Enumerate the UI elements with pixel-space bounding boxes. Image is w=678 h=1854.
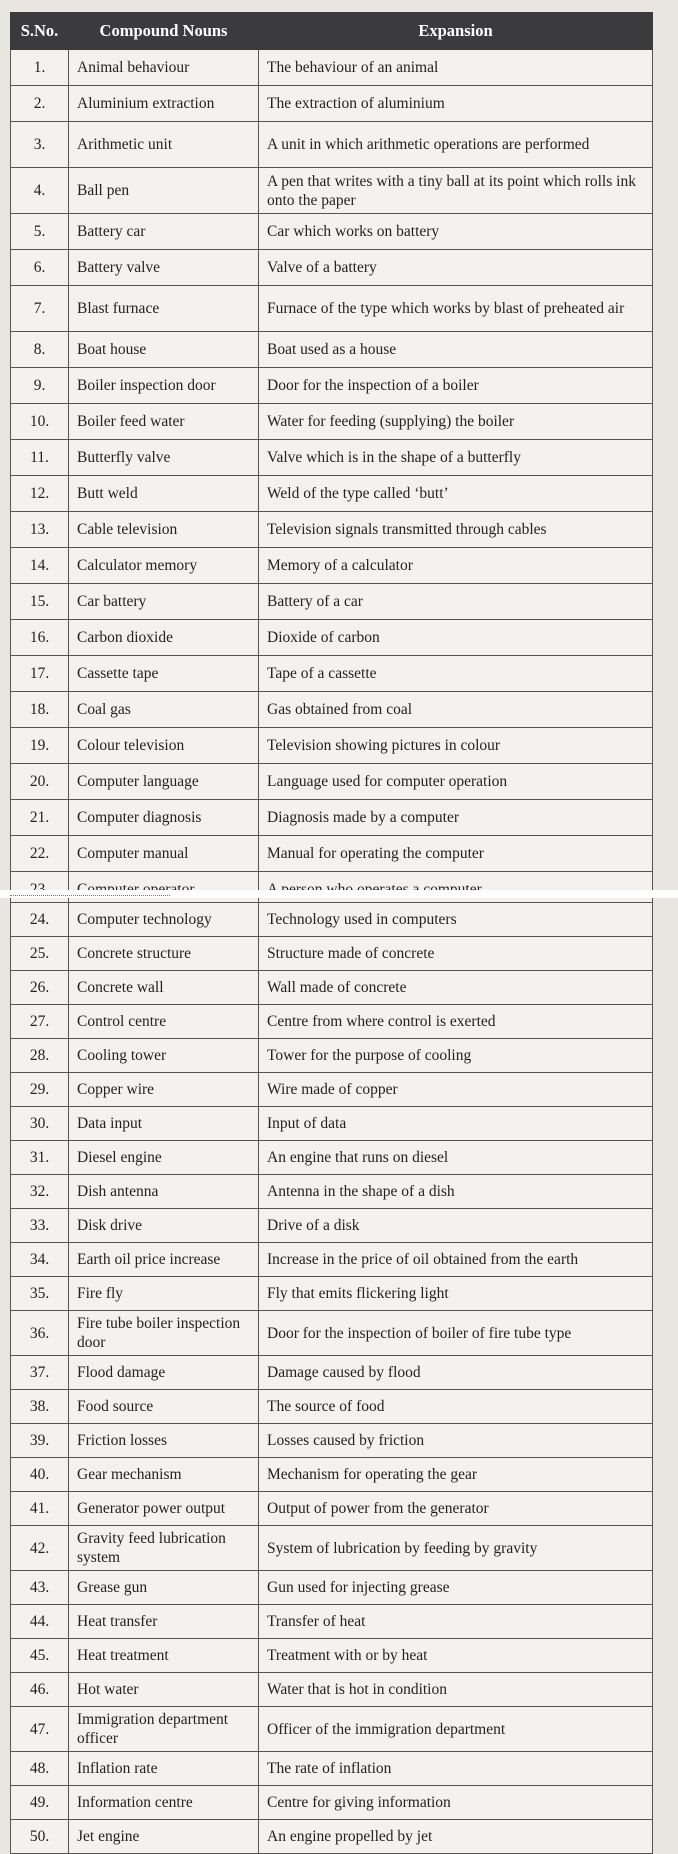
compound-nouns-table-part1 (10, 12, 653, 908)
row-expansion: Diagnosis made by a computer (259, 800, 653, 836)
table-row (11, 800, 653, 836)
row-compound-noun: Data input (69, 1107, 259, 1141)
table-row (11, 440, 653, 476)
row-compound-noun: Generator power output (69, 1492, 259, 1526)
row-sno: 42. (11, 1526, 69, 1571)
row-compound-noun: Calculator memory (69, 548, 259, 584)
table-row (11, 1820, 653, 1854)
row-sno: 14. (11, 548, 69, 584)
table-row (11, 1786, 653, 1820)
row-compound-noun: Disk drive (69, 1209, 259, 1243)
row-sno: 3. (11, 122, 69, 168)
table-row (11, 1639, 653, 1673)
table-row (11, 937, 653, 971)
row-compound-noun: Computer language (69, 764, 259, 800)
row-compound-noun: Concrete structure (69, 937, 259, 971)
dotted-divider (10, 895, 170, 896)
row-compound-noun: Inflation rate (69, 1752, 259, 1786)
row-sno: 11. (11, 440, 69, 476)
row-sno: 9. (11, 368, 69, 404)
row-sno: 19. (11, 728, 69, 764)
row-expansion: Increase in the price of oil obtained from the earth (259, 1243, 653, 1277)
table-row (11, 1526, 653, 1571)
table-row (11, 1571, 653, 1605)
table-row (11, 1243, 653, 1277)
table-row (11, 1209, 653, 1243)
row-sno: 13. (11, 512, 69, 548)
row-sno: 5. (11, 214, 69, 250)
table-row (11, 476, 653, 512)
table-row (11, 1107, 653, 1141)
row-expansion: Manual for operating the computer (259, 836, 653, 872)
table-body-part1 (11, 50, 653, 908)
row-compound-noun: Hot water (69, 1673, 259, 1707)
table-row (11, 656, 653, 692)
header-sno: S.No. (11, 13, 69, 50)
row-compound-noun: Ball pen (69, 168, 259, 214)
row-sno: 21. (11, 800, 69, 836)
row-compound-noun: Fire fly (69, 1277, 259, 1311)
row-compound-noun: Heat treatment (69, 1639, 259, 1673)
row-expansion: Tape of a cassette (259, 656, 653, 692)
row-compound-noun: Animal behaviour (69, 50, 259, 86)
row-expansion: Wall made of concrete (259, 971, 653, 1005)
row-compound-noun: Concrete wall (69, 971, 259, 1005)
row-expansion: Boat used as a house (259, 332, 653, 368)
page-break (0, 890, 678, 898)
row-expansion: Input of data (259, 1107, 653, 1141)
row-expansion: Valve of a battery (259, 250, 653, 286)
row-compound-noun: Control centre (69, 1005, 259, 1039)
row-compound-noun: Boiler feed water (69, 404, 259, 440)
table-row (11, 1141, 653, 1175)
table-row (11, 1356, 653, 1390)
table-row (11, 1492, 653, 1526)
table-row (11, 971, 653, 1005)
table-row (11, 1424, 653, 1458)
row-sno: 48. (11, 1752, 69, 1786)
table-row (11, 584, 653, 620)
row-expansion: Damage caused by flood (259, 1356, 653, 1390)
table-row (11, 1707, 653, 1752)
row-expansion: The behaviour of an animal (259, 50, 653, 86)
row-sno: 6. (11, 250, 69, 286)
row-expansion: Television signals transmitted through cables (259, 512, 653, 548)
row-compound-noun: Aluminium extraction (69, 86, 259, 122)
table-row (11, 1005, 653, 1039)
table-row (11, 620, 653, 656)
row-sno: 20. (11, 764, 69, 800)
table-row (11, 836, 653, 872)
row-sno: 12. (11, 476, 69, 512)
table-row (11, 1673, 653, 1707)
row-sno: 15. (11, 584, 69, 620)
row-expansion: Gas obtained from coal (259, 692, 653, 728)
table-row (11, 1277, 653, 1311)
table-row (11, 1175, 653, 1209)
row-expansion: The rate of inflation (259, 1752, 653, 1786)
row-expansion: Water for feeding (supplying) the boiler (259, 404, 653, 440)
row-sno: 16. (11, 620, 69, 656)
row-expansion: Valve which is in the shape of a butterfly (259, 440, 653, 476)
table-row (11, 1311, 653, 1356)
row-expansion: Centre for giving information (259, 1786, 653, 1820)
row-expansion: Technology used in computers (259, 903, 653, 937)
row-compound-noun: Arithmetic unit (69, 122, 259, 168)
row-compound-noun: Boiler inspection door (69, 368, 259, 404)
row-sno: 17. (11, 656, 69, 692)
table-row (11, 50, 653, 86)
row-expansion: Antenna in the shape of a dish (259, 1175, 653, 1209)
table-row (11, 332, 653, 368)
table-row (11, 1073, 653, 1107)
table-row (11, 168, 653, 214)
table-row (11, 903, 653, 937)
row-expansion: Language used for computer operation (259, 764, 653, 800)
row-expansion: Drive of a disk (259, 1209, 653, 1243)
row-expansion: Weld of the type called ‘butt’ (259, 476, 653, 512)
row-expansion: Tower for the purpose of cooling (259, 1039, 653, 1073)
row-expansion: The source of food (259, 1390, 653, 1424)
table-row (11, 214, 653, 250)
table-body-part2 (11, 903, 653, 1854)
row-sno: 37. (11, 1356, 69, 1390)
row-expansion: Losses caused by friction (259, 1424, 653, 1458)
row-sno: 38. (11, 1390, 69, 1424)
row-compound-noun: Butterfly valve (69, 440, 259, 476)
row-expansion: Door for the inspection of boiler of fire tube type (259, 1311, 653, 1356)
row-sno: 7. (11, 286, 69, 332)
row-expansion: Television showing pictures in colour (259, 728, 653, 764)
row-compound-noun: Cooling tower (69, 1039, 259, 1073)
table-row (11, 692, 653, 728)
table-row (11, 548, 653, 584)
row-expansion: A unit in which arithmetic operations are performed (259, 122, 653, 168)
row-compound-noun: Colour television (69, 728, 259, 764)
row-expansion: System of lubrication by feeding by gravity (259, 1526, 653, 1571)
row-sno: 32. (11, 1175, 69, 1209)
row-compound-noun: Battery valve (69, 250, 259, 286)
table-row (11, 764, 653, 800)
row-sno: 4. (11, 168, 69, 214)
row-expansion: Centre from where control is exerted (259, 1005, 653, 1039)
table-row (11, 1390, 653, 1424)
row-sno: 36. (11, 1311, 69, 1356)
row-sno: 26. (11, 971, 69, 1005)
row-expansion: Fly that emits flickering light (259, 1277, 653, 1311)
row-sno: 43. (11, 1571, 69, 1605)
row-compound-noun: Boat house (69, 332, 259, 368)
table-row (11, 368, 653, 404)
row-sno: 34. (11, 1243, 69, 1277)
row-expansion: Water that is hot in condition (259, 1673, 653, 1707)
row-sno: 1. (11, 50, 69, 86)
row-compound-noun: Information centre (69, 1786, 259, 1820)
row-sno: 25. (11, 937, 69, 971)
row-expansion: Wire made of copper (259, 1073, 653, 1107)
row-sno: 10. (11, 404, 69, 440)
row-sno: 28. (11, 1039, 69, 1073)
row-compound-noun: Carbon dioxide (69, 620, 259, 656)
row-sno: 47. (11, 1707, 69, 1752)
row-compound-noun: Dish antenna (69, 1175, 259, 1209)
row-compound-noun: Gravity feed lubrication system (69, 1526, 259, 1571)
row-sno: 8. (11, 332, 69, 368)
row-expansion: Door for the inspection of a boiler (259, 368, 653, 404)
row-sno: 27. (11, 1005, 69, 1039)
table-row (11, 404, 653, 440)
row-sno: 44. (11, 1605, 69, 1639)
row-compound-noun: Battery car (69, 214, 259, 250)
header-expansion: Expansion (259, 13, 653, 50)
row-compound-noun: Computer technology (69, 903, 259, 937)
row-compound-noun: Flood damage (69, 1356, 259, 1390)
row-sno: 29. (11, 1073, 69, 1107)
row-compound-noun: Computer manual (69, 836, 259, 872)
row-compound-noun: Cable television (69, 512, 259, 548)
row-expansion: Memory of a calculator (259, 548, 653, 584)
table-header-row (11, 13, 653, 50)
row-sno: 24. (11, 903, 69, 937)
row-sno: 45. (11, 1639, 69, 1673)
row-compound-noun: Immigration department officer (69, 1707, 259, 1752)
row-compound-noun: Cassette tape (69, 656, 259, 692)
row-compound-noun: Heat transfer (69, 1605, 259, 1639)
row-expansion: Gun used for injecting grease (259, 1571, 653, 1605)
table-row (11, 86, 653, 122)
row-compound-noun: Blast furnace (69, 286, 259, 332)
row-expansion: Officer of the immigration department (259, 1707, 653, 1752)
row-sno: 31. (11, 1141, 69, 1175)
table-row (11, 122, 653, 168)
row-sno: 22. (11, 836, 69, 872)
row-expansion: A pen that writes with a tiny ball at its point which rolls ink onto the paper (259, 168, 653, 214)
row-expansion: Treatment with or by heat (259, 1639, 653, 1673)
header-compound-nouns: Compound Nouns (69, 13, 259, 50)
row-sno: 2. (11, 86, 69, 122)
row-compound-noun: Jet engine (69, 1820, 259, 1854)
row-sno: 41. (11, 1492, 69, 1526)
row-sno: 46. (11, 1673, 69, 1707)
row-compound-noun: Butt weld (69, 476, 259, 512)
row-compound-noun: Computer diagnosis (69, 800, 259, 836)
row-sno: 35. (11, 1277, 69, 1311)
row-expansion: Car which works on battery (259, 214, 653, 250)
table-row (11, 250, 653, 286)
row-expansion: The extraction of aluminium (259, 86, 653, 122)
row-sno: 33. (11, 1209, 69, 1243)
table-row (11, 1752, 653, 1786)
row-expansion: Furnace of the type which works by blast of preheated air (259, 286, 653, 332)
row-expansion: Battery of a car (259, 584, 653, 620)
row-sno: 18. (11, 692, 69, 728)
row-sno: 39. (11, 1424, 69, 1458)
table-row (11, 1458, 653, 1492)
row-compound-noun: Copper wire (69, 1073, 259, 1107)
row-compound-noun: Friction losses (69, 1424, 259, 1458)
row-compound-noun: Diesel engine (69, 1141, 259, 1175)
table-row (11, 512, 653, 548)
row-compound-noun: Food source (69, 1390, 259, 1424)
table-row (11, 286, 653, 332)
row-compound-noun: Grease gun (69, 1571, 259, 1605)
row-sno: 40. (11, 1458, 69, 1492)
table-row (11, 1039, 653, 1073)
table-row (11, 728, 653, 764)
row-expansion: Structure made of concrete (259, 937, 653, 971)
row-compound-noun: Earth oil price increase (69, 1243, 259, 1277)
row-sno: 49. (11, 1786, 69, 1820)
compound-nouns-table-part2 (10, 902, 653, 1854)
row-compound-noun: Gear mechanism (69, 1458, 259, 1492)
row-expansion: Dioxide of carbon (259, 620, 653, 656)
row-sno: 30. (11, 1107, 69, 1141)
row-compound-noun: Car battery (69, 584, 259, 620)
row-sno: 50. (11, 1820, 69, 1854)
row-compound-noun: Coal gas (69, 692, 259, 728)
row-expansion: Transfer of heat (259, 1605, 653, 1639)
row-expansion: An engine that runs on diesel (259, 1141, 653, 1175)
row-expansion: Mechanism for operating the gear (259, 1458, 653, 1492)
row-expansion: Output of power from the generator (259, 1492, 653, 1526)
row-compound-noun: Fire tube boiler inspection door (69, 1311, 259, 1356)
table-row (11, 1605, 653, 1639)
row-expansion: An engine propelled by jet (259, 1820, 653, 1854)
